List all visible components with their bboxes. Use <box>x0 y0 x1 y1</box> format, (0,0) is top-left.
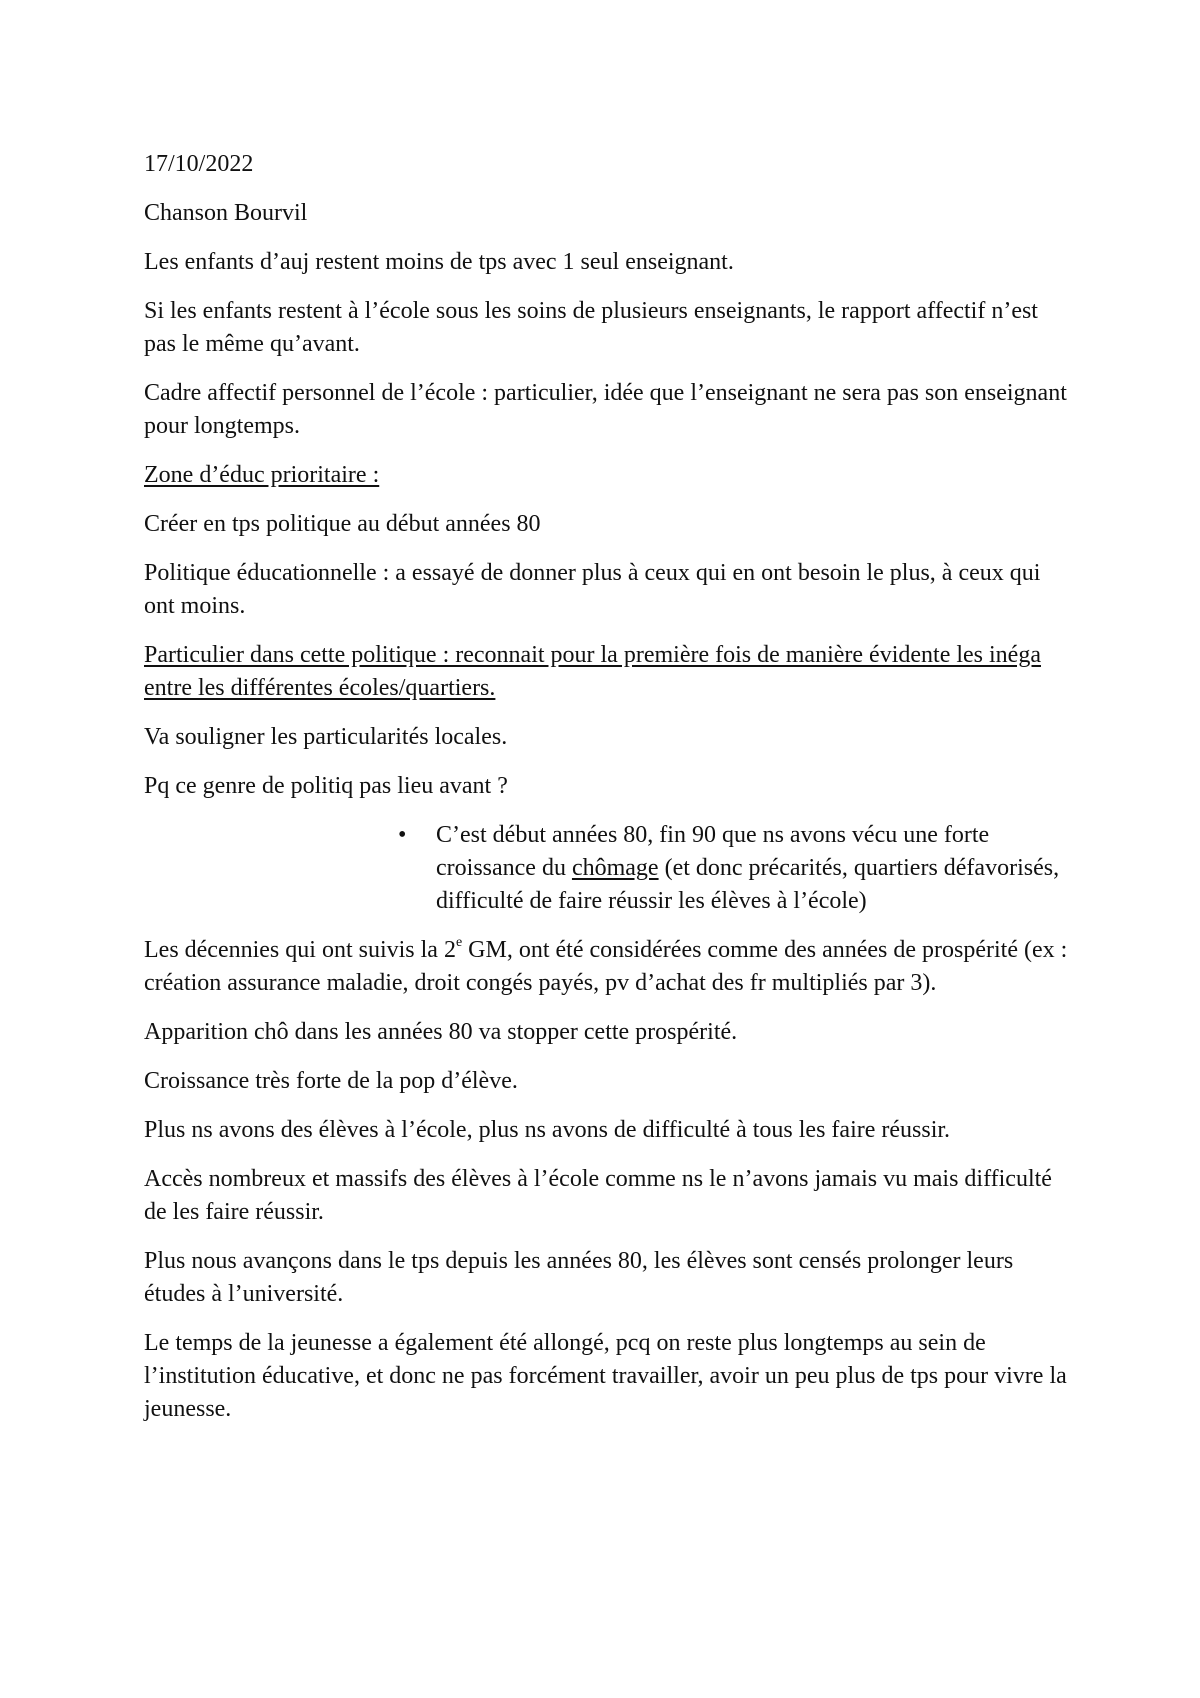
title: Chanson Bourvil <box>144 200 308 226</box>
paragraph-12: Plus ns avons des élèves à l’école, plus ns avons de difficulté à tous les faire réussir. <box>144 1117 951 1143</box>
bullet-text-underlined: chômage <box>571 855 659 881</box>
paragraph-6-underlined: Particulier dans cette politique : reconnait pour la première fois de manière évidente les inéga entre les différentes écoles/quartiers. <box>144 642 1041 701</box>
paragraph-7: Va souligner les particularités locales. <box>144 724 508 750</box>
section-heading-zep: Zone d’éduc prioritaire : <box>144 462 380 488</box>
paragraph-9-before: Les décennies qui ont suivis la 2 <box>144 937 456 963</box>
bullet-text-before: C’est début années 80, fin 90 que ns avons vécu une forte croissance du <box>436 822 990 881</box>
paragraph-10: Apparition chô dans les années 80 va stopper cette prospérité. <box>144 1019 738 1045</box>
document-body <box>144 148 1074 1442</box>
bullet-text-after: (et donc précarités, quartiers défavorisés, difficulté de faire réussir les élèves à l’école) <box>436 855 1060 914</box>
paragraph-15: Le temps de la jeunesse a également été allongé, pcq on reste plus longtemps au sein de l’institution éducative, et donc ne pas forcément travailler, avoir un peu plus de tps pour vivre la jeunesse. <box>144 1330 1067 1422</box>
bullet-icon: • <box>398 822 407 848</box>
paragraph-9-after: GM, ont été considérées comme des années de prospérité (ex : création assurance maladie, droit congés payés, pv d’achat des fr multipliés par 3). <box>144 937 1068 996</box>
date: 17/10/2022 <box>144 151 254 177</box>
paragraph-3: Cadre affectif personnel de l’école : particulier, idée que l’enseignant ne sera pas son enseignant pour longtemps. <box>144 380 1067 439</box>
paragraph-11: Croissance très forte de la pop d’élève. <box>144 1068 518 1094</box>
paragraph-4: Créer en tps politique au début années 80 <box>144 511 541 537</box>
paragraph-9-superscript: e <box>455 935 463 950</box>
paragraph-1: Les enfants d’auj restent moins de tps avec 1 seul enseignant. <box>144 249 734 275</box>
paragraph-9 <box>144 934 1074 1000</box>
paragraph-14: Plus nous avançons dans le tps depuis les années 80, les élèves sont censés prolonger leurs études à l’université. <box>144 1248 1014 1307</box>
paragraph-8: Pq ce genre de politiq pas lieu avant ? <box>144 773 508 799</box>
paragraph-5: Politique éducationnelle : a essayé de donner plus à ceux qui en ont besoin le plus, à ceux qui ont moins. <box>144 560 1041 619</box>
paragraph-13: Accès nombreux et massifs des élèves à l’école comme ns le n’avons jamais vu mais difficulté de les faire réussir. <box>144 1166 1052 1225</box>
bullet-item <box>144 819 1074 918</box>
paragraph-2: Si les enfants restent à l’école sous les soins de plusieurs enseignants, le rapport affectif n’est pas le même qu’avant. <box>144 298 1038 357</box>
